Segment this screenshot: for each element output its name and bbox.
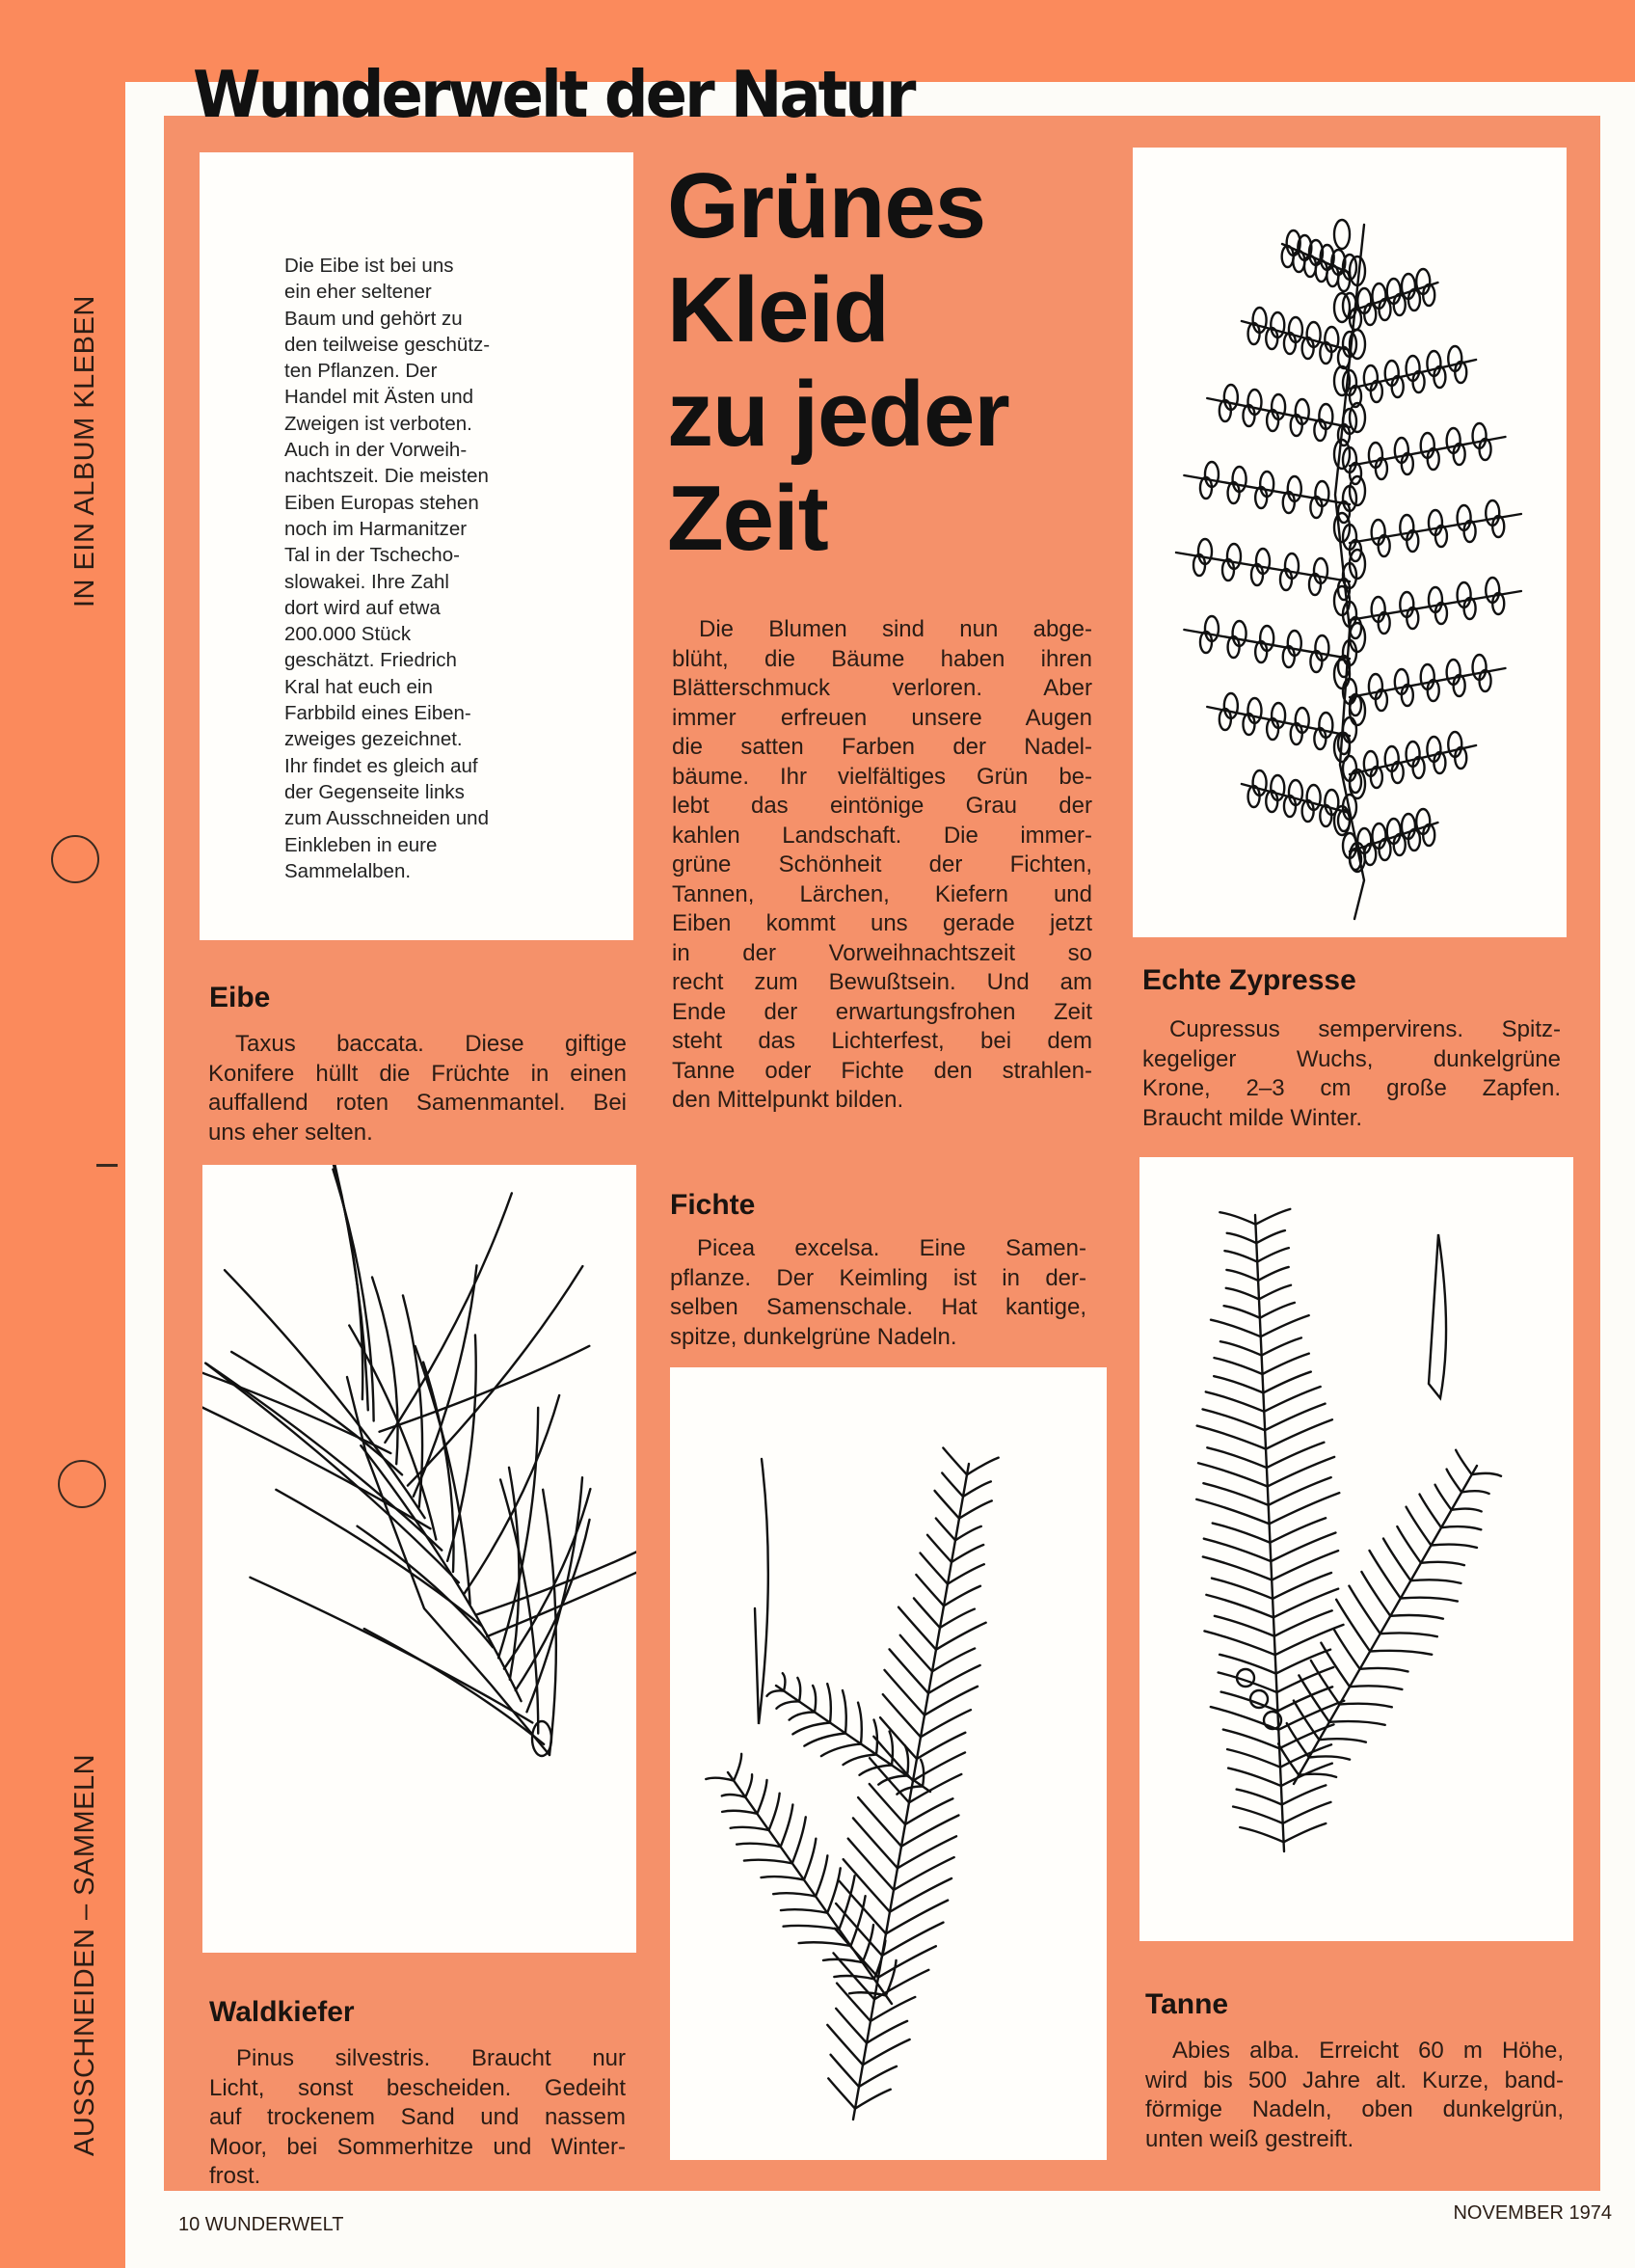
needle (927, 1535, 952, 1562)
pine-needle (361, 1445, 521, 1701)
cone-detail (1429, 1234, 1446, 1398)
needle (1214, 1358, 1262, 1374)
text-line: zu jeder (667, 363, 1009, 466)
pine-needle (465, 1395, 559, 1593)
needle (1204, 1631, 1274, 1655)
needle (828, 2078, 855, 2108)
bud (1250, 1690, 1268, 1708)
needle (1198, 1463, 1268, 1486)
needle (816, 1855, 827, 1896)
zypresse-illustration-box (1133, 148, 1567, 937)
text-line: Ende der erwartungsfrohen Zeit (672, 998, 1092, 1025)
text-line: Eiben Europas stehen (284, 491, 479, 514)
text-line: Licht, sonst bescheiden. Gedeiht (209, 2074, 626, 2101)
text-line: Abies alba. Erreicht 60 m Höhe, (1172, 2038, 1564, 2064)
text-line: Moor, bei Sommerhitze und Winter- (209, 2133, 626, 2160)
needle (799, 1942, 851, 1946)
needle (967, 1458, 999, 1475)
needle (882, 1923, 943, 1956)
needle (863, 2039, 910, 2065)
needle (1472, 1473, 1501, 1476)
needle (1224, 1251, 1257, 1261)
needle (1259, 1285, 1291, 1300)
needle (952, 1545, 983, 1562)
needle (813, 1686, 816, 1713)
needle (1421, 1562, 1464, 1565)
text-line: Pinus silvestris. Braucht nur (236, 2045, 626, 2071)
needle (898, 1836, 956, 1868)
text-line: unten weiß gestreift. (1145, 2125, 1354, 2152)
text-line: grüne Schönheit der Fichten, (672, 851, 1092, 878)
needle (890, 1878, 952, 1912)
text-line: Picea excelsa. Eine Samen- (697, 1235, 1086, 1261)
needle (1203, 1556, 1272, 1580)
text-line: der Gegenseite links (284, 780, 465, 803)
text-line: Tanne oder Fichte den strahlen- (672, 1057, 1092, 1084)
fichte-text (670, 1234, 1086, 1352)
spruce-branch-illustration (670, 1367, 1107, 2160)
needle (1260, 1303, 1295, 1318)
needle (1370, 1651, 1432, 1655)
needle (1256, 1230, 1285, 1243)
needle (1452, 1509, 1482, 1512)
text-line: den Mittelpunkt bilden. (672, 1087, 904, 1113)
pine-needle (250, 1578, 532, 1723)
text-line: Cupressus sempervirens. Spitz- (1169, 1016, 1561, 1042)
needle (731, 1827, 769, 1830)
needle (1262, 1337, 1301, 1355)
needle (823, 1959, 863, 1962)
text-line: Baum und gehört zu (284, 307, 463, 330)
needle (1340, 1704, 1392, 1708)
needle (1284, 1823, 1327, 1842)
needle (790, 1713, 815, 1720)
needle (894, 1857, 954, 1890)
needle (1207, 1447, 1267, 1468)
needle (932, 1648, 975, 1671)
waldkiefer-heading: Waldkiefer (209, 1996, 355, 2028)
branch-stem (1255, 1215, 1284, 1851)
pine-needle (358, 1526, 494, 1648)
needle (827, 1684, 831, 1722)
text-line: Kral hat euch ein (284, 675, 433, 698)
headline (667, 154, 1009, 571)
needle (1206, 1391, 1265, 1411)
needle (762, 1876, 804, 1879)
needle (722, 1795, 745, 1797)
needle (1447, 1470, 1462, 1493)
needle (1299, 1774, 1336, 1777)
pine-branch-illustration (202, 1165, 636, 1953)
pine-needle (380, 1346, 590, 1432)
text-line: förmige Nadeln, oben dunkelgrün, (1145, 2096, 1564, 2122)
needle (1227, 1233, 1257, 1243)
needle (963, 1481, 991, 1497)
cypress-branch-illustration (1133, 148, 1567, 937)
needle (1360, 1668, 1408, 1671)
text-line: kahlen Landschaft. Die immer- (672, 822, 1092, 849)
needle (1410, 1580, 1461, 1583)
needle (804, 1839, 816, 1880)
needle (836, 1904, 882, 1956)
text-line: Kleid (667, 258, 889, 362)
text-line: zweiges gezeichnet. (284, 728, 463, 751)
needle (792, 1723, 830, 1735)
intro-text (284, 253, 490, 884)
needle (773, 1893, 816, 1896)
needle (940, 1609, 975, 1628)
needle (1213, 1524, 1271, 1543)
waldkiefer-text (209, 2044, 626, 2192)
needle (776, 1701, 799, 1708)
needle (722, 1811, 757, 1814)
text-line: slowakei. Ihre Zahl (284, 570, 449, 593)
needle (1435, 1485, 1452, 1510)
needle (757, 1780, 766, 1814)
needle (1255, 1209, 1290, 1225)
needle (1233, 1806, 1283, 1822)
needle (890, 1649, 928, 1693)
text-line: pflanze. Der Keimling ist in der- (670, 1264, 1086, 1291)
text-line: uns eher selten. (208, 1119, 373, 1146)
needle (1456, 1450, 1472, 1474)
text-line: ten Pflanzen. Der (284, 360, 438, 383)
text-line: Konifere hüllt die Früchte in einen (208, 1060, 627, 1087)
needle (844, 1859, 890, 1911)
needle (1226, 1270, 1258, 1281)
needle (1228, 1768, 1281, 1786)
eibe-heading: Eibe (209, 982, 271, 1013)
text-line: Farbbild eines Eiben- (284, 702, 471, 725)
text-line: die satten Farben der Nadel- (672, 734, 1092, 760)
needle (859, 1766, 892, 1775)
text-line: Handel mit Ästen und (284, 386, 474, 409)
needle (1212, 1579, 1273, 1599)
needle (1380, 1633, 1437, 1636)
text-line: auf trockenem Sand und nassem (209, 2104, 626, 2130)
text-line: bäume. Ihr vielfältiges Grün be- (672, 763, 1092, 790)
needle (781, 1804, 793, 1847)
text-line: Braucht milde Winter. (1142, 1104, 1363, 1131)
needle (870, 1784, 905, 1824)
text-line: immer erfreuen unsere Augen (672, 704, 1092, 731)
text-line: ein eher seltener (284, 281, 432, 304)
needle (1227, 1749, 1280, 1768)
needle (914, 1598, 940, 1628)
text-line: Sammelalben. (284, 859, 412, 882)
needle (744, 1860, 792, 1864)
text-line: noch im Harmanitzer (284, 517, 468, 540)
needle (734, 1754, 741, 1781)
scale-leaf (1350, 696, 1365, 725)
fir-branch-illustration (1139, 1157, 1573, 1941)
tanne-illustration-box (1139, 1157, 1573, 1941)
needle (843, 1690, 846, 1734)
needle (1220, 1212, 1255, 1225)
footer-date: NOVEMBER 1974 (1453, 2202, 1612, 2224)
text-line: frost. (209, 2163, 261, 2189)
needle (871, 1997, 915, 2021)
needle (901, 1815, 958, 1846)
fichte-illustration-box (670, 1367, 1107, 2160)
text-line: kegeliger Wuchs, dunkelgrüne (1142, 1045, 1561, 1072)
needle (1350, 1686, 1402, 1689)
text-line: in der Vorweihnachtszeit so (672, 939, 1092, 966)
needle (745, 1774, 752, 1796)
needle (920, 1552, 948, 1583)
pine-needle (408, 1266, 582, 1486)
needle (1196, 1499, 1269, 1524)
needle (1226, 1288, 1259, 1300)
branch-stem (1294, 1466, 1477, 1784)
needle (883, 1694, 921, 1737)
needle (1329, 1721, 1385, 1725)
needle (781, 1909, 827, 1913)
needle (836, 2009, 867, 2043)
needle (1309, 1756, 1350, 1759)
needle (1319, 1739, 1365, 1742)
needle (1221, 1692, 1278, 1712)
needle (1276, 1650, 1330, 1674)
needle (766, 1690, 784, 1696)
needle (1282, 1785, 1327, 1804)
needle (1219, 1672, 1277, 1692)
pine-needle (372, 1278, 398, 1465)
needle (1211, 1707, 1278, 1730)
needle (859, 2066, 897, 2087)
needle (1261, 1315, 1309, 1336)
needle (1223, 1730, 1279, 1749)
needle (797, 1678, 800, 1702)
text-line: Tannen, Lärchen, Kiefern und (672, 880, 1092, 907)
text-line: Zweigen ist verboten. (284, 412, 472, 435)
needle (942, 1472, 963, 1497)
punch-hole-bottom (58, 1460, 106, 1508)
text-line: Einkleben in eure (284, 833, 438, 856)
side-label-bottom: AUSSCHNEIDEN – SAMMELN (69, 1753, 100, 2156)
needle (783, 1673, 786, 1690)
needle (1419, 1495, 1441, 1528)
needle (1270, 1493, 1340, 1524)
text-line: spitze, dunkelgrüne Nadeln. (670, 1323, 957, 1350)
needle (890, 1732, 893, 1766)
text-line: nachtszeit. Die meisten (284, 465, 489, 488)
needle (706, 1778, 734, 1781)
needle (1197, 1426, 1266, 1449)
needle (1407, 1507, 1432, 1546)
needle (880, 1717, 917, 1759)
text-line: dort wird auf etwa (284, 596, 441, 619)
text-line: 200.000 Stück (284, 623, 412, 646)
zypresse-text (1142, 1015, 1561, 1133)
text-line: steht das Lichterfest, bei dem (672, 1028, 1092, 1054)
needle (886, 1901, 948, 1934)
needle (769, 1794, 780, 1830)
text-line: zum Ausschneiden und (284, 807, 489, 830)
needle (849, 1992, 886, 1995)
needle (1397, 1526, 1421, 1563)
text-line: Tal in der Tschecho- (284, 544, 460, 567)
needle (878, 1946, 936, 1977)
needle (1206, 1595, 1273, 1617)
pine-needle (276, 1490, 481, 1626)
needle (821, 1744, 861, 1757)
needle (858, 1797, 901, 1847)
text-line: selben Samenschale. Hat kantige, (670, 1294, 1086, 1320)
punch-hole-top (51, 835, 99, 883)
text-line: Die Eibe ist bei uns (284, 255, 454, 277)
needle (1203, 1483, 1268, 1505)
needle (1237, 1790, 1282, 1805)
text-line: auffallend roten Samenmantel. Bei (208, 1090, 627, 1116)
needle (935, 1491, 959, 1519)
needle (1202, 1409, 1265, 1430)
needle (1401, 1598, 1458, 1602)
needle (1220, 1341, 1262, 1355)
needle (867, 2021, 907, 2043)
scale-leaf (1350, 770, 1365, 798)
needle (959, 1500, 992, 1518)
pine-needle (331, 1165, 362, 1399)
needle (1224, 1306, 1260, 1318)
text-line: Die Blumen sind nun abge- (699, 616, 1092, 642)
text-line: recht zum Bewußtsein. Und am (672, 969, 1092, 995)
needle (831, 2055, 859, 2087)
needle (1204, 1539, 1272, 1561)
needle (1263, 1372, 1310, 1393)
footer-page-number: 10 WUNDERWELT (178, 2214, 344, 2235)
needle (855, 2090, 891, 2109)
needle (737, 1844, 780, 1847)
magazine-title: Wunderwelt der Natur (193, 58, 914, 133)
needle (898, 1607, 936, 1650)
needle (848, 1839, 894, 1890)
needle (1461, 1491, 1488, 1494)
needle (1287, 1723, 1309, 1757)
main-text (672, 615, 1092, 1116)
text-line: Zeit (667, 467, 828, 570)
needle (1211, 1320, 1261, 1336)
needle (1240, 1827, 1283, 1842)
needle (921, 1760, 924, 1787)
tanne-heading: Tanne (1145, 1988, 1229, 2020)
needle-detail (755, 1459, 768, 1724)
side-label-top: IN EIN ALBUM KLEBEN (69, 295, 100, 608)
needle (936, 1519, 955, 1541)
fichte-heading: Fichte (670, 1189, 756, 1221)
tanne-text (1145, 2037, 1564, 2154)
text-line: Grünes (667, 154, 986, 257)
intro-box (200, 152, 633, 940)
needle (1390, 1615, 1443, 1619)
needle (1441, 1526, 1481, 1529)
needle (784, 1926, 840, 1930)
text-line: Auch in der Vorweih- (284, 439, 468, 462)
needle (916, 1575, 944, 1606)
waldkiefer-illustration-box (202, 1165, 636, 1953)
text-line: den teilweise geschütz- (284, 333, 491, 356)
needle (943, 1448, 967, 1475)
needle (1383, 1539, 1410, 1581)
needle (1258, 1267, 1289, 1281)
fold-mark (96, 1164, 118, 1167)
text-line: Taxus baccata. Diese giftige (235, 1031, 627, 1057)
text-line: blüht, die Bäume haben ihren (672, 645, 1092, 672)
text-line: Krone, 2–3 cm große Zapfen. (1142, 1075, 1561, 1101)
zypresse-heading: Echte Zypresse (1142, 964, 1356, 996)
pine-needle (231, 1352, 402, 1474)
text-line: Eiben kommt uns gerade jetzt (672, 910, 1092, 936)
needle (944, 1586, 980, 1606)
eibe-text (208, 1030, 627, 1148)
needle (1257, 1248, 1289, 1261)
text-line: lebt das eintönige Grau der (672, 793, 1092, 819)
needle (1263, 1354, 1309, 1374)
needle (1215, 1616, 1274, 1636)
needle (792, 1817, 806, 1863)
needle (884, 1670, 925, 1715)
pine-needle (423, 1363, 453, 1572)
needle (804, 1734, 845, 1746)
needle (1283, 1802, 1331, 1823)
needle (1214, 1376, 1263, 1392)
needle (858, 1703, 862, 1744)
text-line: geschätzt. Friedrich (284, 649, 457, 672)
needle (955, 1526, 981, 1540)
needle (853, 1818, 898, 1868)
needle (1333, 1629, 1359, 1669)
text-line: Blätterschmuck verloren. Aber (672, 675, 1092, 701)
scale-leaf (1334, 220, 1350, 249)
text-line: Ihr findet es gleich auf (284, 754, 478, 777)
needle (948, 1564, 984, 1583)
needle (1432, 1545, 1477, 1548)
text-line: wird bis 500 Jahre alt. Kurze, band- (1145, 2066, 1564, 2093)
needle (1220, 1655, 1276, 1674)
